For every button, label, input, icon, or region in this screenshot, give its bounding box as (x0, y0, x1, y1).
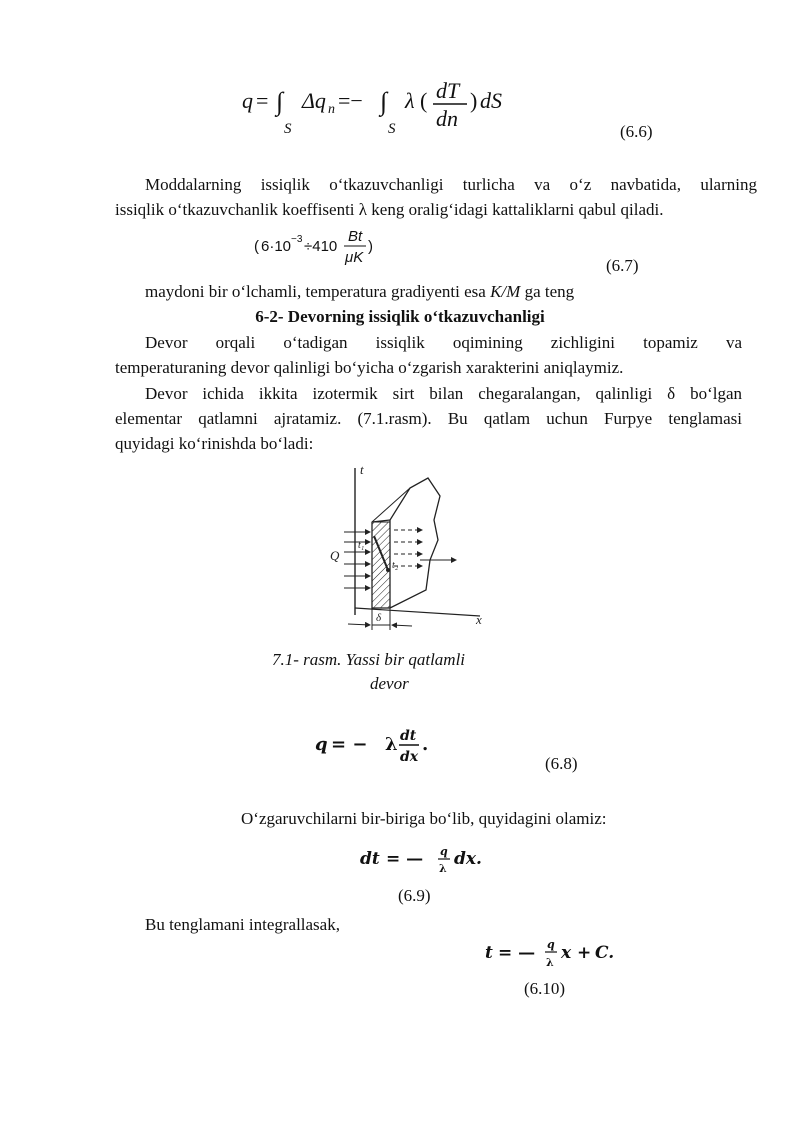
svg-text:C.: C. (595, 943, 615, 963)
paragraph-gradient-text-a: maydoni bir o‘lchamli, temperatura gradiyenti esa (145, 282, 491, 301)
figure-flat-wall (330, 460, 500, 640)
svg-text:dx: dx (400, 749, 419, 765)
svg-text:= −: = − (331, 734, 368, 755)
svg-text:q: q (547, 938, 555, 951)
paragraph-gradient-text-b: ga teng (520, 282, 575, 301)
equation-6-9 (360, 842, 500, 882)
equation-number-6-7: (6.7) (606, 256, 639, 275)
fig-label-delta: δ (376, 612, 382, 624)
svg-text:): ) (470, 88, 478, 113)
svg-text:(: ( (420, 88, 428, 113)
equation-number-6-9: (6.9) (398, 886, 431, 905)
equation-6-6 (240, 78, 540, 138)
fig-label-x: x (476, 612, 482, 627)
paragraph-layer-line3: quyidagi ko‘rinishda bo‘ladi: (115, 434, 314, 453)
svg-text:): ) (368, 238, 373, 255)
paragraph-separate-variables: O‘zgaruvchilarni bir-biriga bo‘lib, quyidagini olamiz: (241, 809, 607, 828)
svg-text:+: + (577, 943, 592, 963)
svg-text:q: q (315, 734, 328, 755)
figure-caption-line1: 7.1- rasm. Yassi bir qatlamli (272, 650, 466, 669)
svg-text:dt: dt (360, 849, 380, 869)
svg-text:= —: = — (498, 943, 536, 963)
x-axis (355, 608, 480, 616)
fig-label-t: t (360, 462, 364, 477)
svg-text:dx.: dx. (454, 849, 482, 869)
equation-6-10 (485, 934, 635, 974)
paragraph-gradient-unit: K/M (490, 282, 521, 301)
svg-text:x: x (561, 943, 572, 963)
equation-6-8 (315, 722, 445, 770)
svg-text:=: = (256, 88, 269, 113)
svg-text:(: ( (254, 238, 259, 255)
paragraph-conductivity-line1: Moddalarning issiqlik o‘tkazuvchanligi turlicha va o‘z navbatida, ularning (145, 175, 757, 194)
section-heading: 6-2- Devorning issiqlik o‘tkazuvchanligi (255, 307, 545, 326)
svg-text:λ: λ (385, 734, 398, 755)
equation-number-6-8: (6.8) (545, 754, 578, 773)
svg-text:÷410: ÷410 (304, 238, 338, 255)
equation-number-6-6: (6.6) (620, 122, 653, 141)
paragraph-layer-line1: Devor ichida ikkita izotermik sirt bilan chegaralangan, qalinligi δ bo‘lgan (145, 384, 742, 403)
svg-text:dS: dS (480, 88, 502, 113)
equation-6-8-formula (315, 722, 445, 770)
svg-text:S: S (388, 121, 396, 137)
equation-6-7 (254, 224, 394, 274)
equation-6-9-formula (360, 842, 500, 882)
fig-label-t2: t₂ (392, 560, 399, 571)
paragraph-conductivity-line2: issiqlik o‘tkazuvchanlik koeffisenti λ keng oralig‘idagi kattaliklarni qabul qiladi. (115, 200, 664, 219)
paragraph-layer-line2: elementar qatlamni ajratamiz. (7.1.rasm). Bu qatlam uchun Furpye tenglamasi (115, 409, 742, 428)
svg-text:λ: λ (405, 88, 415, 113)
equation-number-6-10: (6.10) (524, 979, 566, 998)
svg-text:= —: = — (386, 849, 424, 869)
svg-text:Bt: Bt (348, 228, 363, 245)
paragraph-gradient (145, 279, 574, 305)
svg-text:dt: dt (400, 728, 417, 744)
svg-text:.: . (422, 734, 429, 755)
wall-diagram (330, 460, 500, 640)
svg-text:S: S (284, 121, 292, 137)
fig-label-Q: Q (330, 548, 340, 563)
svg-text:dT: dT (436, 78, 460, 103)
paragraph-wall-flow-line1: Devor orqali o‘tadigan issiqlik oqimining zichligini topamiz va (145, 333, 742, 352)
equation-6-10-formula (485, 934, 635, 974)
figure-caption-line2: devor (370, 674, 409, 693)
svg-text:∫: ∫ (380, 87, 388, 116)
equation-6-6-formula (240, 78, 540, 138)
paragraph-integrate: Bu tenglamani integrallasak, (145, 915, 340, 934)
svg-text:n: n (328, 102, 335, 117)
fig-label-t1: t₁ (358, 540, 365, 551)
paragraph-wall-flow-line2: temperaturaning devor qalinligi bo‘yicha o‘zgarish xarakterini aniqlaymiz. (115, 358, 624, 377)
svg-text:Δq: Δq (302, 88, 326, 113)
svg-text:t: t (485, 943, 493, 963)
svg-text:dn: dn (436, 106, 458, 131)
svg-text:λ: λ (546, 956, 554, 969)
svg-text:μK: μK (345, 249, 364, 266)
svg-text:q: q (242, 88, 253, 113)
heat-arrows-in (344, 532, 370, 588)
svg-text:6·10: 6·10 (261, 238, 292, 255)
equation-6-7-formula (254, 224, 394, 274)
svg-text:−3: −3 (291, 234, 303, 245)
svg-text:λ: λ (439, 862, 447, 875)
svg-text:q: q (440, 845, 448, 858)
svg-text:=−: =− (338, 88, 363, 113)
hatched-layer (372, 522, 390, 608)
svg-text:∫: ∫ (276, 87, 284, 116)
